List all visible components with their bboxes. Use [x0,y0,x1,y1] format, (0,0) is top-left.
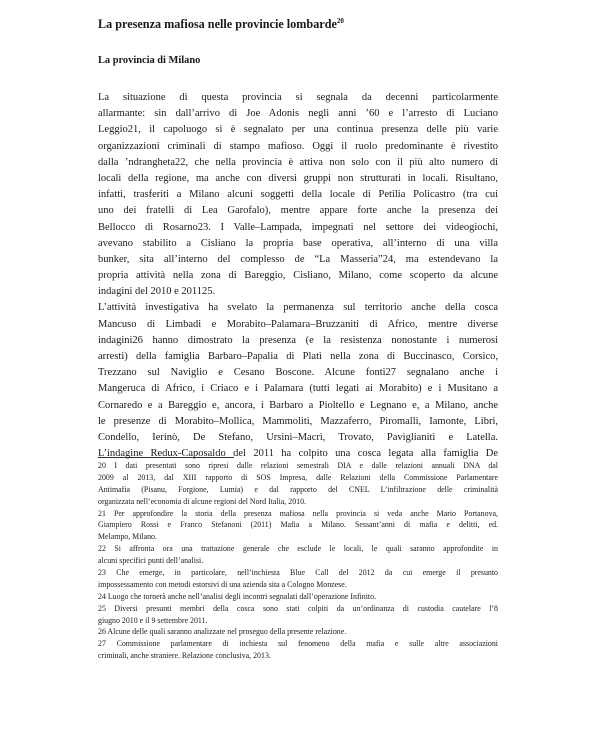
body-line: infatti, trasferiti a Milano alcuni soggetti della locale di Petilia Policastro (tra cui [98,189,498,201]
section-heading: La provincia di Milano [98,55,201,66]
footnote-line: alcuni specifici punti dell’analisi. [98,556,204,566]
title-footnote-ref: 20 [336,16,344,25]
body-line: Mancuso di Limbadi e Morabito–Palamara–Bruzzaniti di Africo, mentre diverse [98,318,498,330]
body-line: Leggio21, il capoluogo si è segnalato per una continua presenza delle più varie [98,124,498,136]
body-line: L’indagine Redux-Caposaldo del 2011 ha colpito una cosca legata alla famiglia De [98,448,498,460]
footnote-line: 21 Per approfondire la storia della presenza mafiosa nella provincia si veda anche Mario Portanova, [98,508,498,518]
footnote-line: Giampiero Rossi e Franco Stefanoni (2011) Mafia a Milano. Sessant’anni di mafia e delitti, ed. [98,520,498,530]
body-line: Cornaredo e a Bareggio e, ancora, i Barbaro a Pioltello e Legnano e, a Milano, anche [98,399,498,411]
body-line: propria attività nella zona di Bareggio, Cisliano, Milano, come scoperto da alcune [98,270,498,282]
footnote-line: 20 I dati presentati sono ripresi dalle relazioni semestrali DIA e dalle relazioni annuali DNA dal [98,461,498,470]
footnote-line: 27 Commissione parlamentare di inchiesta sul fenomeno della mafia e sulle altre associazioni [98,639,498,649]
footnote-line: 26 Alcune delle quali saranno analizzate nel proseguo della presente relazione. [98,627,347,637]
footnote-line: 25 Diversi presunti membri della cosca sono stati colpiti da un’ordinanza di custodia cautelare l’8 [98,603,498,613]
footnotes [98,460,498,662]
page-title-text: La presenza mafiosa nelle provincie lombarde [98,17,337,31]
body-line: dalla ’ndrangheta22, che nella provincia è attiva non solo con il più alto numero di [98,156,498,168]
body-line: indagini26 hanno dimostrato la presenza (e la resistenza nonostante i numerosi [98,334,498,346]
footnote-line: 22 Si affronta ora una trattazione generale che esclude le locali, le quali saranno approfondite in [98,544,498,554]
body-line: Bellocco di Rosarno23. I Valle–Lampada, impegnati nel settore dei videogiochi, [98,221,498,233]
body-line: indagini del 2010 e 201125. [98,286,216,298]
body-line: uno dei fratelli di Lea Garofalo), mentre appare forte anche la presenza dei [98,205,498,217]
body-line: L’attività investigativa ha svelato la permanenza sul territorio anche della cosca [98,302,498,314]
body-line: avevano stabilito a Cisliano la propria base operativa, all’interno di una villa [98,237,498,249]
body-line: La situazione di questa provincia si segnala da decenni particolarmente [98,92,498,103]
footnote-line: criminali, anche straniere. Relazione conclusiva, 2013. [98,651,271,661]
body-line: Mangeruca di Africo, i Criaco e i Palamara (tutti legati ai Morabito) e i Musitano a [98,383,498,395]
footnote-line: 23 Che emerge, in particolare, nell’inchiesta Blue Call del 2012 da cui emerge il presunto [98,568,498,578]
body-line: le presenze di Morabito–Mollica, Mammoliti, Mazzaferro, Piromalli, Iamonte, Libri, [98,415,498,427]
footnote-line: 24 Luogo che tornerà anche nell’analisi degli incontri segnalati dall’operazione Infinito. [98,591,377,601]
page-title [98,17,344,32]
footnote-line: 2009 al 2013, dal XIII rapporto di SOS Impresa, dalle Relazioni della Commissione Parlamentare [98,472,498,482]
body-line: arresti) della famiglia Barbaro–Papalia di Platì nella zona di Buccinasco, Corsico, [98,351,498,362]
body-line: allarmante: sin dall’arrivo di Joe Adonis negli anni ’60 e l’arresto di Luciano [98,108,498,120]
footnote-divider [98,457,234,458]
body-line: Condello, Ierinò, De Stefano, Ursini–Macrì, Trovato, Paviglianiti e Latella. [98,431,498,443]
body-line: organizzazioni criminali di stampo mafioso. Oggi il ruolo predominante è rivestito [98,140,498,152]
footnote-line: Melampo, Milano. [98,532,157,542]
footnote-line: giugno 2010 e il 9 settembre 2011. [98,615,208,625]
body-line: locali della regione, ma anche con diversi gruppi non strutturati in locali. Risultano, [98,172,498,184]
footnote-line: impossessamento con metodi estorsivi di una azienda sita a Cologno Monzese. [98,579,347,589]
body-text [98,90,498,462]
footnote-line: organizzata nell’economia di alcune regioni del Nord Italia, 2010. [98,496,306,506]
footnote-line: Antimafia (Pisanu, Forgione, Lumia) e dal rapporto del CNEL L’infiltrazione delle criminalità [98,484,498,494]
body-line: Trezzano sul Naviglio e Cesano Boscone. Alcune fonti27 segnalano anche i [98,367,498,379]
body-line: bunker, sita all’interno del complesso de “La Masseria”24, ma estendevano la [98,253,498,265]
